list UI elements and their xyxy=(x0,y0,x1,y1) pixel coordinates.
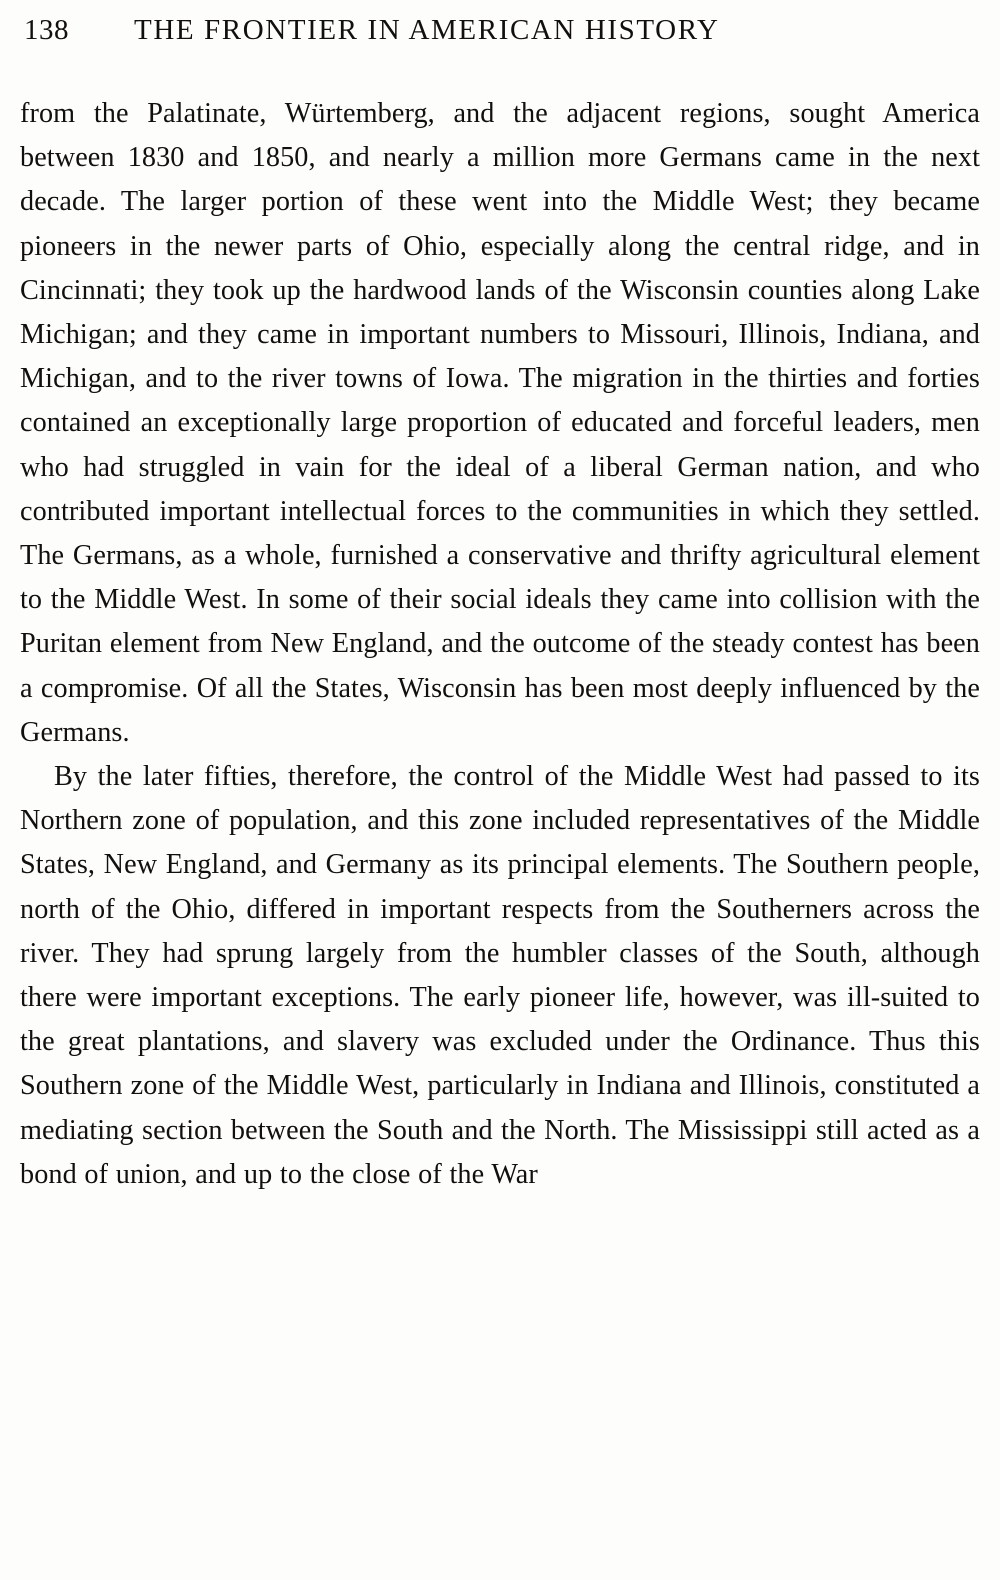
paragraph-1: from the Palatinate, Würtemberg, and the adjacent regions, sought America between 1830 and 1850, and nearly a million more Germans came in the next decade. The larger portion of these went into the Middle West; they became pioneers in the newer parts of Ohio, especially along the central ridge, and in Cincinnati; they took up the hardwood lands of the Wisconsin counties along Lake Michigan; and they came in important numbers to Missouri, Illinois, Indiana, and Michigan, and to the river towns of Iowa. The migration in the thirties and forties contained an exceptionally large proportion of educated and forceful leaders, men who had struggled in vain for the ideal of a liberal German nation, and who contributed important intellectual forces to the communities in which they settled. The Germans, as a whole, furnished a conservative and thrifty agricultural element to the Middle West. In some of their social ideals they came into collision with the Puritan element from New England, and the outcome of the steady contest has been a compromise. Of all the States, Wisconsin has been most deeply influenced by the Germans. xyxy=(20,98,980,748)
page-number: 138 xyxy=(24,14,69,46)
running-head: THE FRONTIER IN AMERICAN HISTORY xyxy=(134,14,720,46)
page-body xyxy=(20,92,980,1197)
page-header xyxy=(0,14,1000,47)
paragraph-2: By the later fifties, therefore, the control of the Middle West had passed to its Northern zone of population, and this zone included representatives of the Middle States, New England, and Germany as its principal elements. The Southern people, north of the Ohio, differed in important respects from the Southerners across the river. They had sprung largely from the humbler classes of the South, although there were important exceptions. The early pioneer life, however, was ill-suited to the great plantations, and slavery was excluded under the Ordinance. Thus this Southern zone of the Middle West, particularly in Indiana and Illinois, constituted a mediating section between the South and the North. The Mississippi still acted as a bond of union, and up to the close of the War xyxy=(20,761,980,1190)
